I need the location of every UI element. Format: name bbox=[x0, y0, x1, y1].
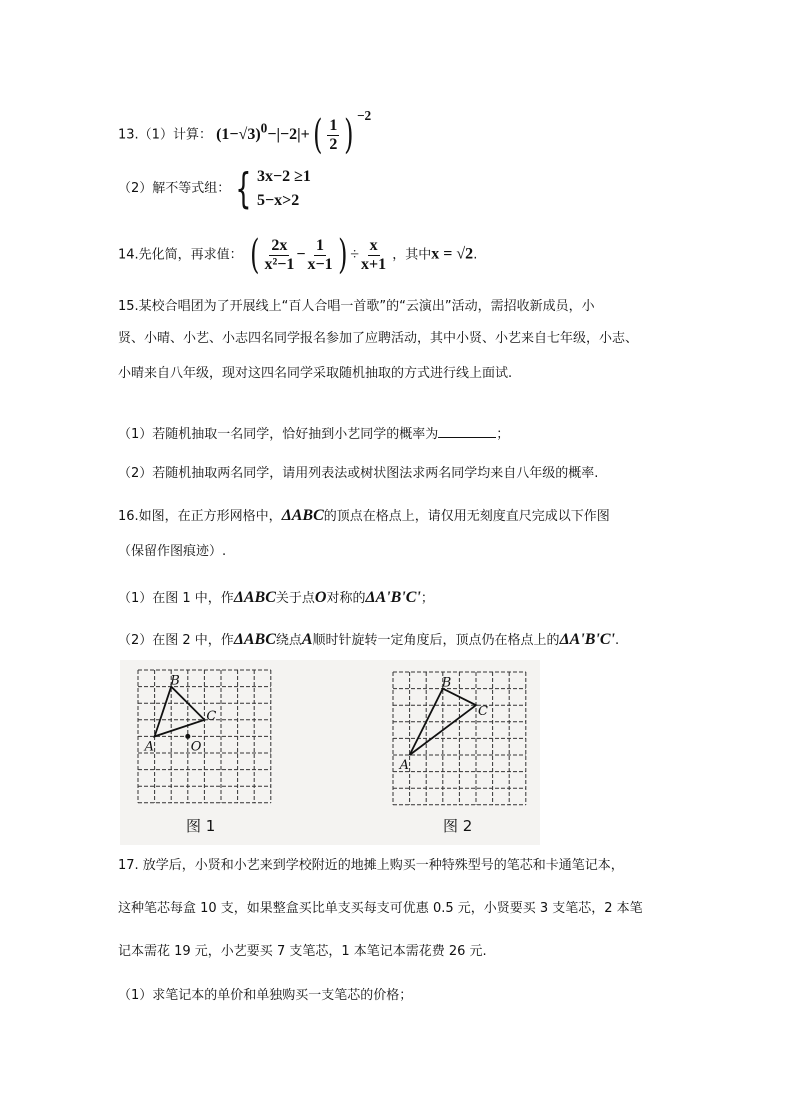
point-label-c: C bbox=[206, 708, 217, 724]
point-o-dot bbox=[185, 734, 190, 739]
inequality-system: 3x−2 ≥1 5−x>2 bbox=[257, 167, 311, 209]
answer-blank[interactable] bbox=[438, 437, 496, 438]
q16-line1: 16.如图，在正方形网格中，ΔABC的顶点在格点上，请仅用无刻度直尺完成以下作图 bbox=[118, 507, 610, 524]
q15-line: 小晴来自八年级，现对这四名同学采取随机抽取的方式进行线上面试. bbox=[118, 366, 513, 381]
q13-part1-label: 13.（1）计算： bbox=[118, 127, 212, 143]
q15-line: 贤、小晴、小艺、小志四名同学报名参加了应聘活动，其中小贤、小艺来自七年级，小志、 bbox=[118, 331, 639, 346]
q13-part1 bbox=[118, 108, 372, 158]
q13-part2-label: （2）解不等式组： bbox=[118, 181, 231, 196]
q16-part2: （2）在图 2 中，作ΔABC绕点A顺时针旋转一定角度后，顶点仍在格点上的ΔA'B'C'. bbox=[118, 631, 620, 648]
q14: 14.先化简，再求值： ( $\frac{2x}{\text{x²−1}}$ − $\frac{1}{x-1}$ ) ÷ $\frac{x}{x+1}$ ，其中x = √2. bbox=[118, 232, 478, 278]
q13-expression: $(1-√3)^0-|-2|+$( $\frac{1}{2}$ ) $^{-2}$ bbox=[216, 108, 372, 158]
q15-part1: （1）若随机抽取一名同学，恰好抽到小艺同学的概率为 ； bbox=[118, 427, 510, 442]
point-label-b: B bbox=[441, 675, 452, 691]
q14-suffix: ，其中 bbox=[392, 247, 432, 263]
q14-expression: ( $\frac{2x}{\text{x²−1}}$ − $\frac{1}{x-1}$ ) ÷ $\frac{x}{x+1}$ bbox=[249, 232, 387, 278]
point-label-a: A bbox=[144, 739, 154, 755]
q16-part1: （1）在图 1 中，作ΔABC关于点O对称的ΔA'B'C'； bbox=[118, 589, 434, 606]
q17-line: 这种笔芯每盒 10 支，如果整盒买比单支买每支可优惠 0.5 元，小贤要买 3 支笔芯，2 本笔 bbox=[118, 901, 643, 916]
q13-part2: （2）解不等式组： { 3x−2 ≥1 5−x>2 bbox=[118, 164, 311, 213]
q17-line: 记本需花 19 元，小艺要买 7 支笔芯，1 本笔记本需花费 26 元. bbox=[118, 944, 487, 959]
figure-1-grid bbox=[128, 660, 288, 820]
q14-condition: x = √2 bbox=[431, 245, 474, 263]
point-label-b: B bbox=[170, 673, 180, 689]
point-label-c: C bbox=[478, 704, 488, 720]
q17-line: （1）求笔记本的单价和单独购买一支笔芯的价格； bbox=[118, 988, 413, 1003]
point-label-o: O bbox=[190, 739, 202, 755]
q17-line: 17. 放学后，小贤和小艺来到学校附近的地摊上购买一种特殊型号的笔芯和卡通笔记本， bbox=[118, 858, 624, 873]
q14-label: 14.先化简，再求值： bbox=[118, 247, 243, 263]
point-label-a: A bbox=[399, 758, 409, 773]
q15-part2: （2）若随机抽取两名同学，请用列表法或树状图法求两名同学均来自八年级的概率. bbox=[118, 466, 599, 481]
figure-1-caption: 图 1 bbox=[186, 817, 216, 835]
triangle-abc bbox=[155, 687, 205, 737]
figure-2-caption: 图 2 bbox=[443, 817, 473, 835]
q15-line: 15.某校合唱团为了开展线上“百人合唱一首歌”的“云演出”活动，需招收新成员，小 bbox=[118, 299, 595, 314]
figure-2-grid bbox=[383, 662, 543, 822]
q16-line2: （保留作图痕迹）. bbox=[118, 544, 227, 559]
